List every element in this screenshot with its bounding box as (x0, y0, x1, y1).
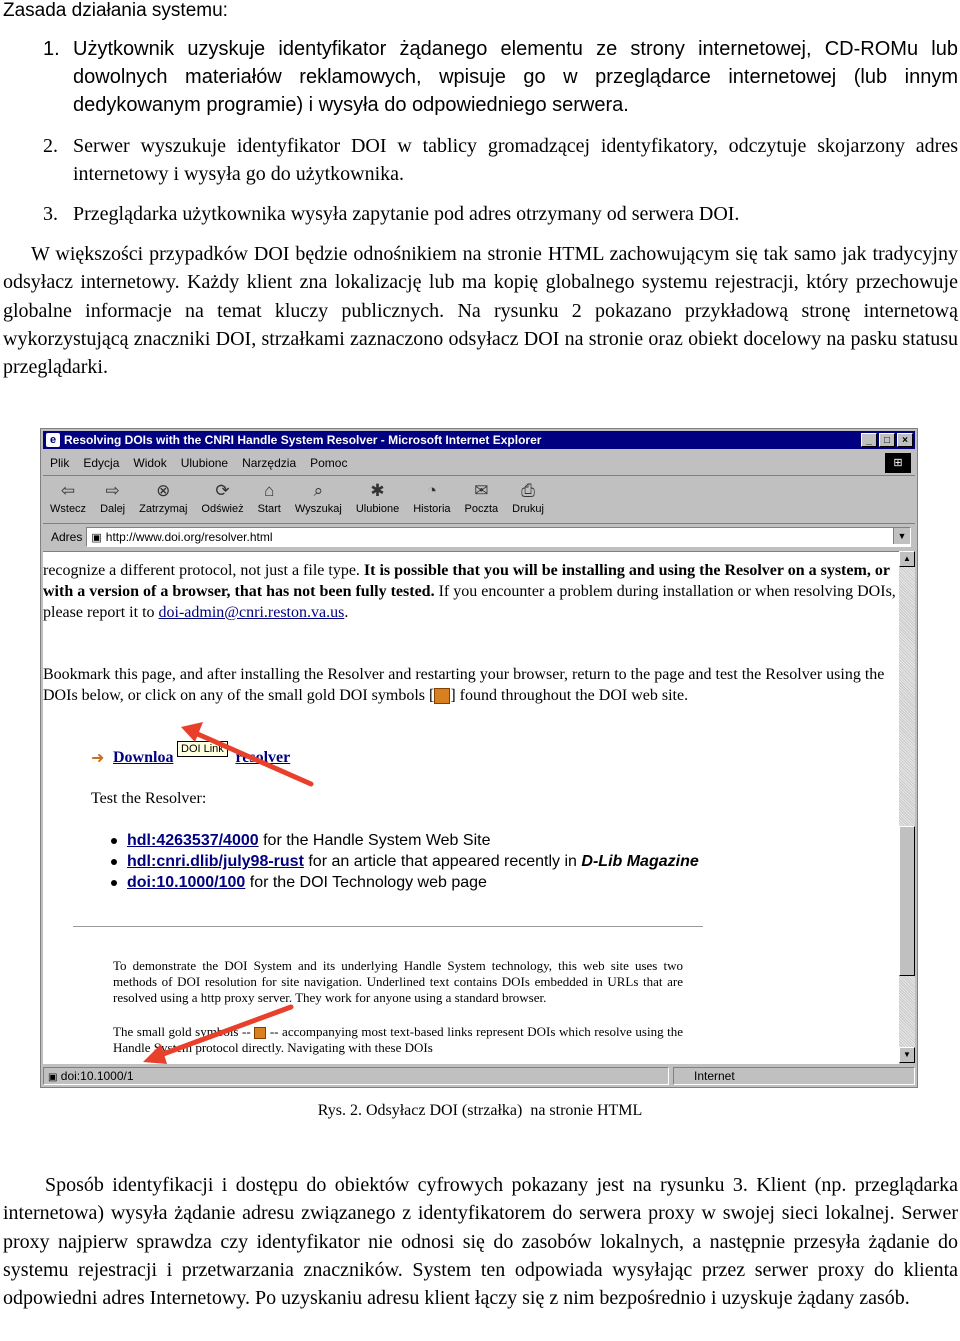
content-paragraph-2: Bookmark this page, and after installing the Resolver and restarting your browser, return to the page and test the Resolver using the DOIs below, or click on any of the small gold DOI symbols [ ] found throughout the DOI web site. (43, 666, 885, 704)
history-button[interactable]: ◔ Historia (413, 481, 451, 515)
paragraph-1 (3, 240, 958, 381)
step-number: 1. (43, 38, 60, 60)
title-bar (43, 431, 915, 449)
minimize-button[interactable]: _ (861, 433, 877, 447)
search-button[interactable]: ⌕ Wyszukaj (294, 481, 342, 515)
status-url: ▣ doi:10.1000/1 (43, 1067, 669, 1085)
address-value: http://www.doi.org/resolver.html (105, 530, 273, 544)
step-number: 2. (43, 135, 58, 157)
back-button[interactable]: ⇦ Wstecz (50, 481, 87, 515)
step-text: Serwer wyszukuje identyfikator DOI w tablicy gromadzącej identyfikatory, odczytuje skojarzony adres internetowy i wysyła go do użytkownika. (73, 135, 958, 185)
content-paragraph-1: recognize a different protocol, not just a file type. It is possible that you will be installing and using the Resolver on a system, or with a version of a browser, that has not been fully tested. If you encounter a problem during installation or when resolving DOIs, please report it to doi-admin@cnri.reston.va.us. (43, 562, 896, 621)
forward-icon: ⇨ (105, 481, 120, 500)
menu-plik[interactable]: Plik (50, 456, 70, 470)
arrow-head-icon (181, 722, 203, 742)
favorites-icon: ✱ (370, 481, 385, 500)
download-link[interactable]: Downloa resolver (113, 749, 291, 766)
address-label: Adres (51, 530, 83, 544)
menu-ulubione[interactable]: Ulubione (180, 456, 229, 470)
vertical-scrollbar[interactable] (899, 551, 915, 1063)
scroll-thumb[interactable] (899, 826, 915, 976)
home-button[interactable]: ⌂ Start (257, 481, 281, 515)
step-number: 3. (43, 203, 58, 225)
refresh-icon: ⟳ (215, 481, 230, 500)
menu-widok[interactable]: Widok (133, 456, 167, 470)
stop-icon: ⊗ (156, 481, 171, 500)
address-bar (43, 525, 915, 549)
stop-button[interactable]: ⊗ Zatrzymaj (139, 481, 188, 515)
test-label: Test the Resolver: (91, 790, 207, 807)
scroll-up-icon[interactable]: ▲ (899, 551, 915, 567)
page-icon: ▣ (48, 1072, 58, 1083)
refresh-button[interactable]: ⟳ Odśwież (201, 481, 244, 515)
browser-window (40, 428, 918, 1088)
list-item: hdl:4263537/4000 for the Handle System Web Site (111, 830, 490, 851)
page-icon: ▣ (91, 531, 102, 544)
search-icon: ⌕ (313, 481, 324, 500)
toolbar (43, 477, 915, 524)
paragraph-2 (3, 1171, 958, 1312)
doi-link-3[interactable]: doi:10.1000/100 (127, 874, 246, 891)
small-paragraph-2: The small gold symbols -- -- accompanying most text-based links represent DOIs which resolve using the Handle System protocol directly. Navigating with these DOIs (113, 1024, 684, 1055)
back-icon: ⇦ (60, 481, 76, 500)
arrow-to-status-bar (155, 1007, 291, 1057)
arrow-head-icon (143, 1044, 167, 1064)
close-button[interactable]: × (897, 433, 913, 447)
status-zone: Internet (673, 1067, 915, 1085)
ie-logo-icon: e (46, 433, 60, 447)
step-1 (43, 35, 958, 119)
list-item: hdl:cnri.dlib/july98-rust for an article that appeared recently in D-Lib Magazine (111, 851, 699, 872)
mail-icon: ✉ (474, 481, 489, 500)
doi-link-tooltip: DOI Link (177, 741, 228, 757)
window-controls (861, 433, 913, 447)
window-title: Resolving DOIs with the CNRI Handle System Resolver - Microsoft Internet Explorer (64, 433, 542, 447)
email-link[interactable]: doi-admin@cnri.reston.va.us (158, 604, 345, 621)
small-paragraph-1: To demonstrate the DOI System and its underlying Handle System technology, this web site uses two methods of DOI resolution for site navigation. Underlined text contains DOIs embedded in URLs that are resolved using a http proxy server. They work for anyone using a standard browser. (113, 958, 683, 1005)
forward-button[interactable]: ⇨ Dalej (100, 481, 126, 515)
maximize-button[interactable]: □ (879, 433, 895, 447)
home-icon: ⌂ (264, 481, 275, 500)
paragraph-1-text: W większości przypadków DOI będzie odnośnikiem na stronie HTML zachowującym się tak samo jak tradycyjny odsyłacz internetowy. Każdy klient zna lokalizację lub ma kopię globalnego systemu rejestracji, który przechowuje globalne informacje na temat kluczy publicznych. Na rysunku 2 pokazano przykładową stronę internetową wykorzystującą znaczniki DOI, strzałkami zaznaczono odsyłacz DOI na stronie oraz obiekt docelowy na pasku statusu przeglądarki. (3, 243, 958, 379)
status-bar (43, 1066, 915, 1086)
download-arrow-icon: ➜ (91, 750, 105, 767)
print-icon: ⎙ (521, 481, 535, 500)
windows-logo-icon: ⊞ (885, 453, 911, 473)
address-input[interactable] (86, 527, 911, 547)
step-3 (43, 200, 958, 228)
chevron-down-icon[interactable]: ▼ (893, 528, 910, 544)
menu-edycja[interactable]: Edycja (83, 456, 120, 470)
mail-button[interactable]: ✉ Poczta (464, 481, 499, 515)
step-2 (43, 132, 958, 188)
page-viewport (43, 551, 899, 1064)
annotation-arrows (43, 552, 899, 1064)
arrow-to-doi-link (193, 732, 311, 784)
menu-narzedzia[interactable]: Narzędzia (242, 456, 297, 470)
heading: Zasada działania systemu: (3, 0, 228, 21)
list-item: doi:10.1000/100 for the DOI Technology web page (111, 872, 487, 893)
step-text: Użytkownik uzyskuje identyfikator żądanego elementu ze strony internetowej, CD-ROMu lub dowolnych materiałów reklamowych, wpisuje go w przeglądarce internetowej (lub innym dedykowanym programie) i wysyła do odpowiedniego serwera. (73, 38, 958, 116)
print-button[interactable]: ⎙ Drukuj (512, 481, 544, 515)
paragraph-2-text: Sposób identyfikacji i dostępu do obiektów cyfrowych pokazany jest na rysunku 3. Klient (np. przeglądarka internetowa) wysyła żądanie adresu związanego z identyfikatorem do serwera proxy w swojej sieci lokalnej. Serwer proxy najpierw sprawdza czy identyfikator nie odnosi się do zasobów lokalnych, a następnie przesyła żądanie do systemu rejestracji i przetwarzania znaczników. System ten odpowiada wysyłając przez serwer proxy do klienta odpowiedni adres Internetowy. Po uzyskaniu adresu klient łączy się z nim bezpośrednio i uzyskuje żądany zasób. (3, 1174, 958, 1310)
hdl-link-2[interactable]: hdl:cnri.dlib/july98-rust (127, 853, 304, 870)
history-icon: ◔ (426, 481, 438, 500)
menu-pomoc[interactable]: Pomoc (310, 456, 348, 470)
favorites-button[interactable]: ✱ Ulubione (355, 481, 400, 515)
menu-bar (43, 451, 915, 476)
step-text: Przeglądarka użytkownika wysyła zapytanie pod adres otrzymany od serwera DOI. (73, 203, 740, 225)
figure-caption: Rys. 2. Odsyłacz DOI (strzałka) na stronie HTML (317, 1102, 643, 1119)
hdl-link-1[interactable]: hdl:4263537/4000 (127, 832, 259, 849)
scroll-down-icon[interactable]: ▼ (899, 1047, 915, 1063)
